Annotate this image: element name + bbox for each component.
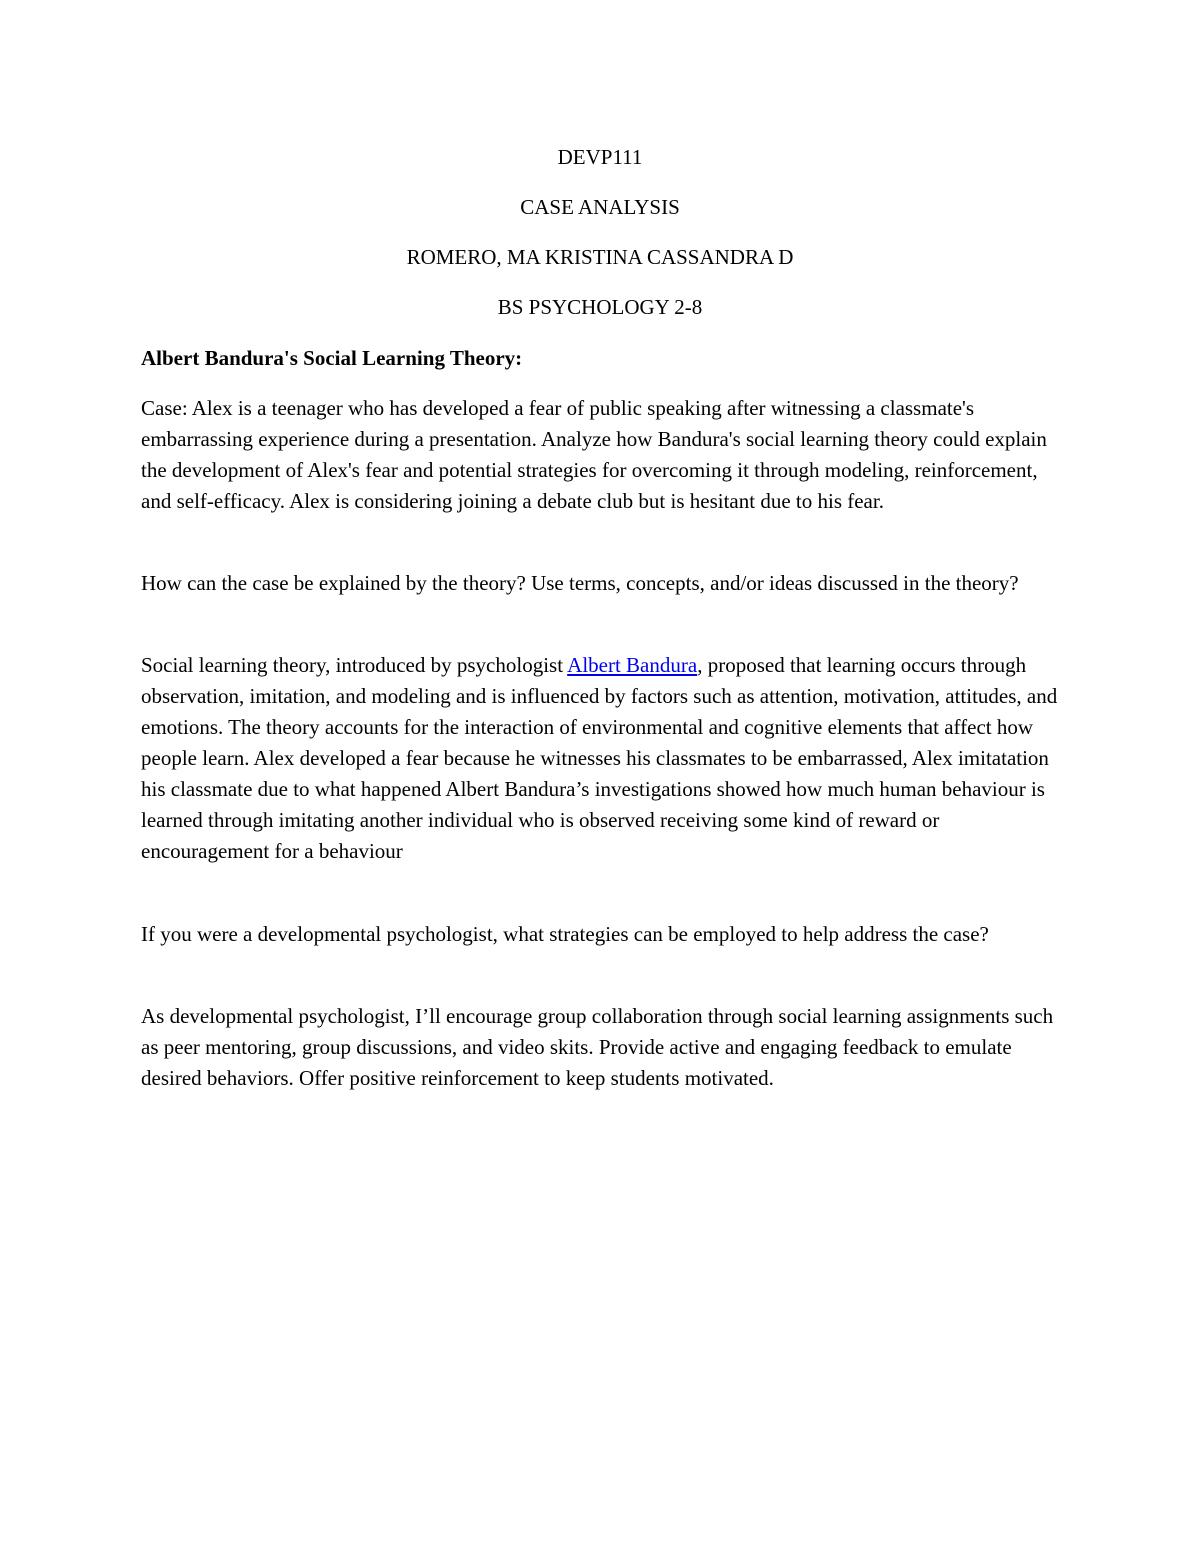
course-code: DEVP111: [557, 145, 643, 169]
question-2: If you were a developmental psychologist, what strategies can be employed to help address the case?: [141, 922, 989, 946]
document-type: CASE ANALYSIS: [520, 195, 680, 219]
author-name: ROMERO, MA KRISTINA CASSANDRA D: [406, 245, 794, 269]
answer-1-text-start: Social learning theory, introduced by psychologist: [141, 653, 568, 677]
answer-1-paragraph: [141, 650, 1066, 867]
answer-2-paragraph: As developmental psychologist, I’ll encourage group collaboration through social learning assignments such as peer mentoring, group discussions, and video skits. Provide active and engaging feedback to emulate desired behaviors. Offer positive reinforcement to keep students motivated.: [141, 1004, 1054, 1090]
program-name: BS PSYCHOLOGY 2-8: [497, 295, 703, 319]
case-paragraph: Case: Alex is a teenager who has developed a fear of public speaking after witnessing a classmate's embarrassing experience during a presentation. Analyze how Bandura's social learning theory could explain the development of Alex's fear and potential strategies for overcoming it through modeling, reinforcement, and self-efficacy. Alex is considering joining a debate club but is hesitant due to his fear.: [141, 396, 1047, 513]
albert-bandura-link[interactable]: Albert Bandura: [567, 653, 698, 677]
question-1: How can the case be explained by the theory? Use terms, concepts, and/or ideas discussed in the theory?: [141, 571, 1019, 595]
section-heading: Albert Bandura's Social Learning Theory:: [141, 346, 523, 370]
answer-1-text-end: , proposed that learning occurs through observation, imitation, and modeling and is influenced by factors such as attention, motivation, attitudes, and emotions. The theory accounts for the interaction of environmental and cognitive elements that affect how people learn. Alex developed a fear because he witnesses his classmates to be embarrassed, Alex imitatation his classmate due to what happened Albert Bandura’s investigations showed how much human behaviour is learned through imitating another individual who is observed receiving some kind of reward or encouragement for a behaviour: [141, 653, 1058, 863]
